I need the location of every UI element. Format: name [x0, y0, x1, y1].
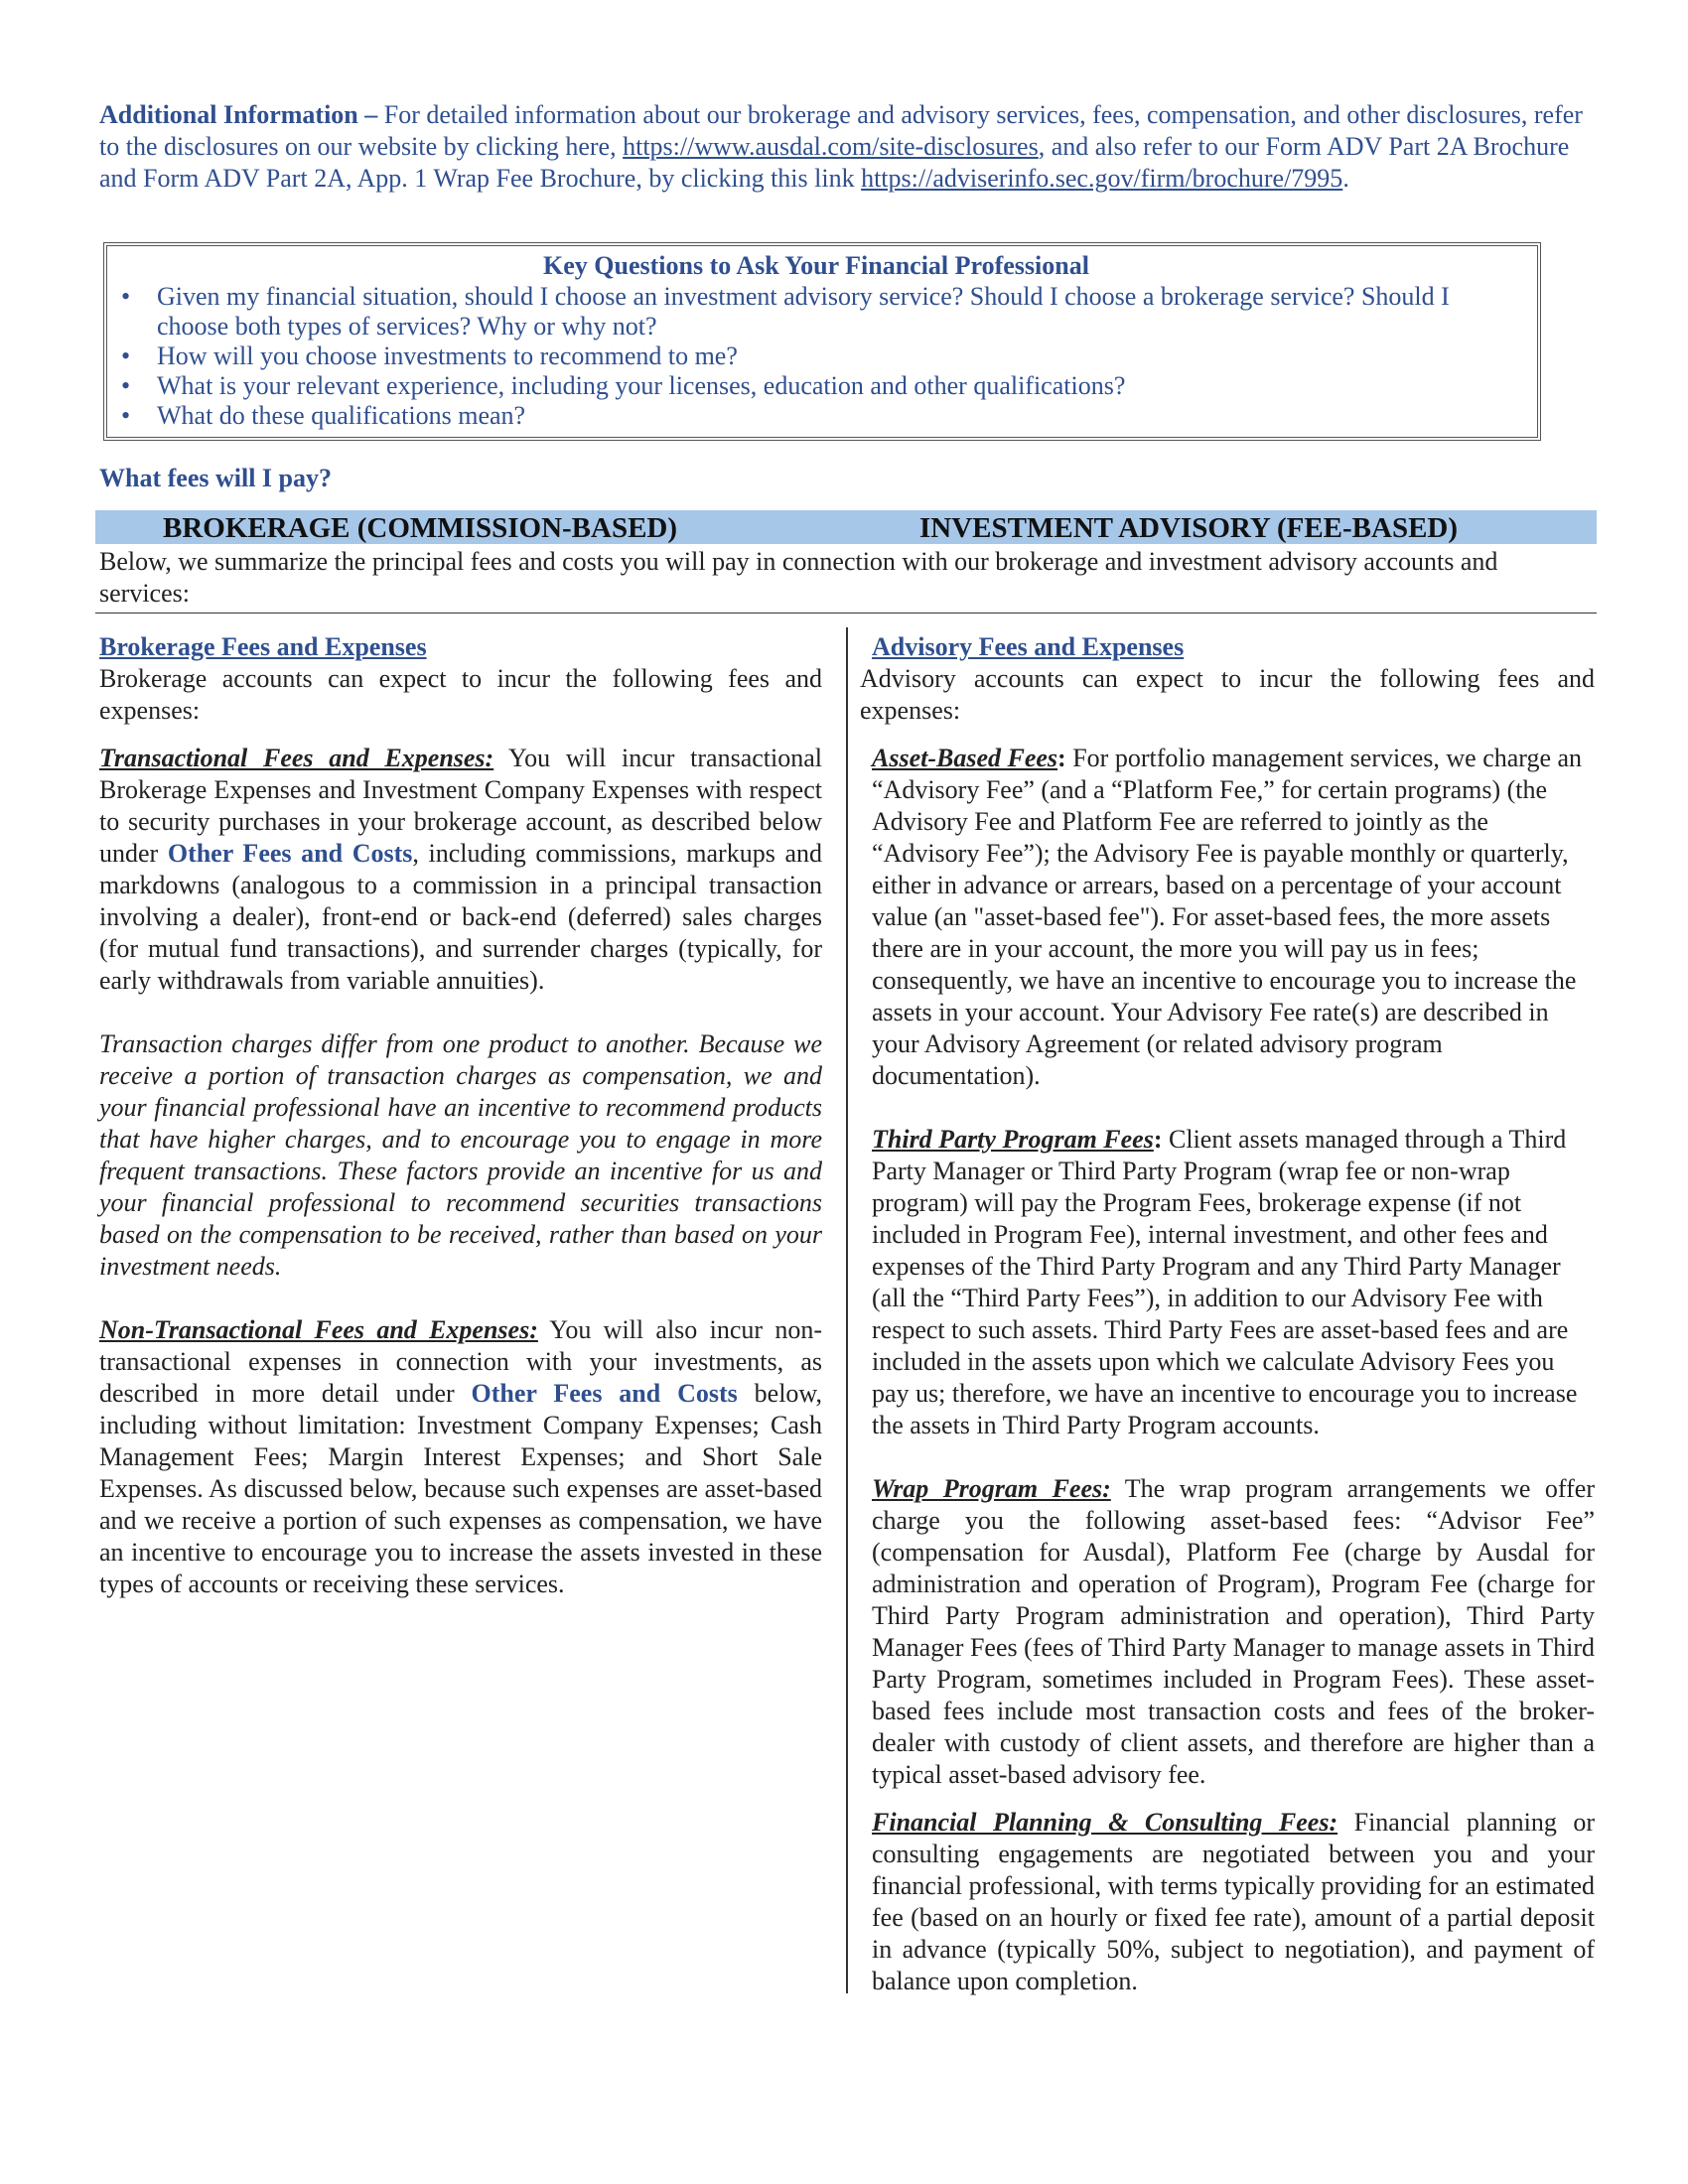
- fees-summary: Below, we summarize the principal fees and costs you will pay in connection with our brokerage and investment advisory accounts and services:: [99, 547, 1498, 608]
- brokerage-intro: Brokerage accounts can expect to incur the following fees and expenses:: [99, 664, 822, 725]
- non-transactional-fees-title: Non-Transactional Fees and Expenses:: [99, 1315, 538, 1344]
- brokerage-column-header: BROKERAGE (COMMISSION-BASED): [163, 512, 678, 544]
- bullet-icon: •: [121, 282, 131, 311]
- brokerage-column: [99, 631, 822, 1600]
- asset-based-fees-colon: :: [1057, 744, 1066, 772]
- additional-information-text-2: , and also refer to our Form ADV Part 2A Brochure and Form ADV Part 2A, App. 1 Wrap Fee Brochure, by clicking this link: [99, 132, 1570, 193]
- site-disclosures-link[interactable]: https://www.ausdal.com/site-disclosures: [623, 132, 1039, 161]
- key-question-item: [107, 341, 1525, 371]
- additional-information-end: .: [1342, 164, 1349, 193]
- key-questions-box: [103, 242, 1541, 441]
- additional-information: [99, 99, 1589, 195]
- wrap-program-fees-paragraph: [860, 1473, 1595, 1791]
- non-transactional-fees-paragraph: [99, 1314, 822, 1600]
- column-divider: [846, 627, 848, 1993]
- key-questions-list: [107, 282, 1525, 431]
- horizontal-divider: [95, 613, 1597, 614]
- wrap-program-fees-title: Wrap Program Fees:: [872, 1474, 1111, 1503]
- key-question-item: [107, 282, 1525, 341]
- brochure-link[interactable]: https://adviserinfo.sec.gov/firm/brochure/7995: [861, 164, 1343, 193]
- asset-based-fees-text: For portfolio management services, we charge an “Advisory Fee” (and a “Platform Fee,” for certain programs) (the Advisory Fee and Platform Fee are referred to jointly as the “Advisory Fee”); the Advisory Fee is payable monthly or quarterly, either in advance or arrears, based on a percentage of your account value (an "asset-based fee"). For asset-based fees, the more assets there are in your account, the more you will pay us in fees; consequently, we have an incentive to encourage you to increase the assets in your account. Your Advisory Fee rate(s) are described in your Advisory Agreement (or related advisory program documentation).: [872, 744, 1583, 1090]
- other-fees-reference: Other Fees and Costs: [471, 1379, 738, 1408]
- key-question-text: How will you choose investments to recommend to me?: [157, 341, 738, 370]
- financial-planning-fees-paragraph: [860, 1807, 1595, 1997]
- third-party-fees-title: Third Party Program Fees: [872, 1125, 1154, 1154]
- key-question-item: [107, 401, 1525, 431]
- key-question-text: Given my financial situation, should I choose an investment advisory service? Should I choose a brokerage service? Should I choose both types of services? Why or why not?: [157, 282, 1450, 341]
- financial-planning-fees-title: Financial Planning & Consulting Fees:: [872, 1808, 1338, 1837]
- third-party-fees-text: Client assets managed through a Third Party Manager or Third Party Program (wrap fee or non-wrap program) will pay the Program Fees, brokerage expense (if not included in Program Fee), internal investment, and other fees and expenses of the Third Party Program and any Third Party Manager (all the “Third Party Fees”), in addition to our Advisory Fee with respect to such assets. Third Party Fees are asset-based fees and are included in the assets upon which we calculate Advisory Fees you pay us; therefore, we have an incentive to encourage you to increase the assets in Third Party Program accounts.: [872, 1125, 1578, 1439]
- brokerage-fees-heading: Brokerage Fees and Expenses: [99, 632, 427, 661]
- additional-information-text: For detailed information about our brokerage and advisory services, fees, compensation, and other disclosures, refer to the disclosures on our website by clicking here,: [99, 100, 1583, 161]
- advisory-column: [860, 631, 1595, 1997]
- bullet-icon: •: [121, 341, 131, 370]
- key-question-item: [107, 371, 1525, 401]
- additional-information-dash: –: [357, 100, 384, 129]
- non-transactional-fees-text-2: below, including without limitation: Investment Company Expenses; Cash Management Fees; Margin Interest Expenses; and Short Sale Expenses. As discussed below, because such expenses are asset-based and we receive a portion of such expenses as compensation, we have an incentive to encourage you to increase the assets invested in these types of accounts or receiving these services.: [99, 1379, 822, 1598]
- advisory-fees-heading: Advisory Fees and Expenses: [872, 632, 1185, 661]
- other-fees-reference: Other Fees and Costs: [167, 839, 413, 868]
- key-question-text: What do these qualifications mean?: [157, 401, 526, 430]
- bullet-icon: •: [121, 371, 131, 400]
- bullet-icon: •: [121, 401, 131, 430]
- asset-based-fees-paragraph: [860, 743, 1595, 1092]
- third-party-fees-paragraph: [860, 1124, 1595, 1441]
- financial-planning-fees-text: Financial planning or consulting engagements are negotiated between you and your financial professional, with terms typically providing for an estimated fee (based on an hourly or fixed fee rate), amount of a partial deposit in advance (typically 50%, subject to negotiation), and payment of balance upon completion.: [872, 1808, 1595, 1995]
- transaction-charges-note: Transaction charges differ from one product to another. Because we receive a portion of transaction charges as compensation, we and your financial professional have an incentive to recommend products that have higher charges, and to encourage you to engage in more frequent transactions. These factors provide an incentive for us and your financial professional to recommend securities transactions based on the compensation to be received, rather than based on your investment needs.: [99, 1029, 822, 1281]
- additional-information-label: Additional Information: [99, 100, 358, 129]
- third-party-fees-colon: :: [1153, 1125, 1163, 1154]
- key-questions-title: Key Questions to Ask Your Financial Professional: [543, 251, 1089, 280]
- key-question-text: What is your relevant experience, including your licenses, education and other qualifications?: [157, 371, 1126, 400]
- section-header-band: [95, 510, 1597, 544]
- asset-based-fees-title: Asset-Based Fees: [872, 744, 1058, 772]
- transactional-fees-text-2: , including commissions, markups and markdowns (analogous to a commission in a principal transaction involving a dealer), front-end or back-end (deferred) sales charges (for mutual fund transactions), and surrender charges (typically, for early withdrawals from variable annuities).: [99, 839, 822, 995]
- transactional-fees-paragraph: [99, 743, 822, 997]
- advisory-intro: Advisory accounts can expect to incur the following fees and expenses:: [860, 664, 1595, 725]
- non-transactional-fees-text: You will also incur non-transactional expenses in connection with your investments, as described in more detail under: [99, 1315, 822, 1408]
- transactional-fees-text: You will incur transactional Brokerage Expenses and Investment Company Expenses with respect to security purchases in your brokerage account, as described below under: [99, 744, 822, 868]
- advisory-column-header: INVESTMENT ADVISORY (FEE-BASED): [919, 512, 1459, 544]
- transactional-fees-title: Transactional Fees and Expenses:: [99, 744, 494, 772]
- wrap-program-fees-text: The wrap program arrangements we offer charge you the following asset-based fees: “Advisor Fee” (compensation for Ausdal), Platform Fee (charge by Ausdal for administration and operation of Program), Program Fee (charge for Third Party Program administration and operation), Third Party Manager Fees (fees of Third Party Manager to manage assets in Third Party Program, sometimes included in Program Fees). These asset-based fees include most transaction costs and fees of the broker-dealer with custody of client assets, and therefore are higher than a typical asset-based advisory fee.: [872, 1474, 1595, 1789]
- fees-question-heading: What fees will I pay?: [99, 464, 332, 492]
